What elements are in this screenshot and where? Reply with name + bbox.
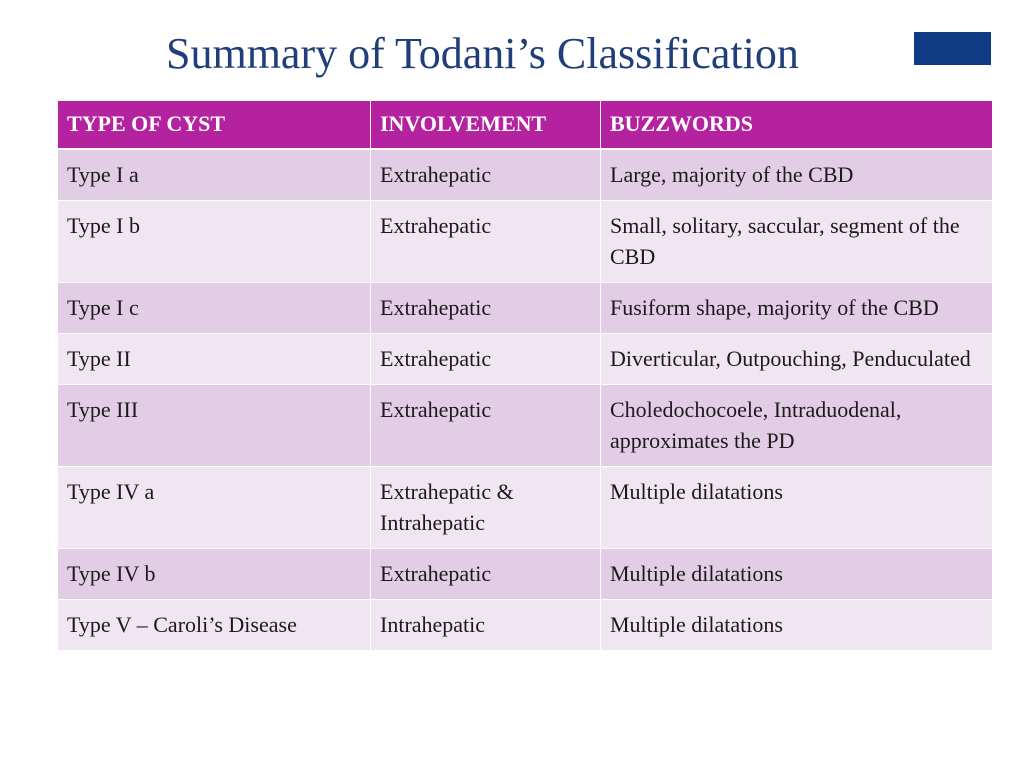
cell-buzzwords: Diverticular, Outpouching, Penduculated xyxy=(601,334,993,385)
cell-type: Type IV a xyxy=(58,467,371,549)
table-row xyxy=(58,600,993,651)
table-row xyxy=(58,201,993,283)
table-row xyxy=(58,549,993,600)
table-row xyxy=(58,283,993,334)
cell-buzzwords: Choledochocoele, Intraduodenal, approximates the PD xyxy=(601,385,993,467)
header-involvement: INVOLVEMENT xyxy=(371,101,601,150)
cell-buzzwords: Small, solitary, saccular, segment of the CBD xyxy=(601,201,993,283)
table-row xyxy=(58,467,993,549)
todani-classification-table xyxy=(57,100,993,651)
cell-buzzwords: Fusiform shape, majority of the CBD xyxy=(601,283,993,334)
table-row xyxy=(58,385,993,467)
cell-involvement: Extrahepatic & Intrahepatic xyxy=(371,467,601,549)
cell-buzzwords: Multiple dilatations xyxy=(601,467,993,549)
slide-title: Summary of Todani’s Classification xyxy=(166,29,799,78)
accent-block xyxy=(914,32,991,65)
cell-involvement: Extrahepatic xyxy=(371,283,601,334)
cell-type: Type I b xyxy=(58,201,371,283)
cell-buzzwords: Large, majority of the CBD xyxy=(601,149,993,201)
cell-type: Type I c xyxy=(58,283,371,334)
cell-type: Type I a xyxy=(58,149,371,201)
table-row xyxy=(58,149,993,201)
cell-involvement: Intrahepatic xyxy=(371,600,601,651)
cell-buzzwords: Multiple dilatations xyxy=(601,600,993,651)
header-type-of-cyst: TYPE OF CYST xyxy=(58,101,371,150)
cell-buzzwords: Multiple dilatations xyxy=(601,549,993,600)
cell-type: Type II xyxy=(58,334,371,385)
cell-involvement: Extrahepatic xyxy=(371,201,601,283)
cell-type: Type V – Caroli’s Disease xyxy=(58,600,371,651)
cell-type: Type IV b xyxy=(58,549,371,600)
cell-involvement: Extrahepatic xyxy=(371,149,601,201)
header-buzzwords: BUZZWORDS xyxy=(601,101,993,150)
table-header-row xyxy=(58,101,993,150)
cell-involvement: Extrahepatic xyxy=(371,385,601,467)
cell-involvement: Extrahepatic xyxy=(371,549,601,600)
cell-type: Type III xyxy=(58,385,371,467)
table-row xyxy=(58,334,993,385)
cell-involvement: Extrahepatic xyxy=(371,334,601,385)
